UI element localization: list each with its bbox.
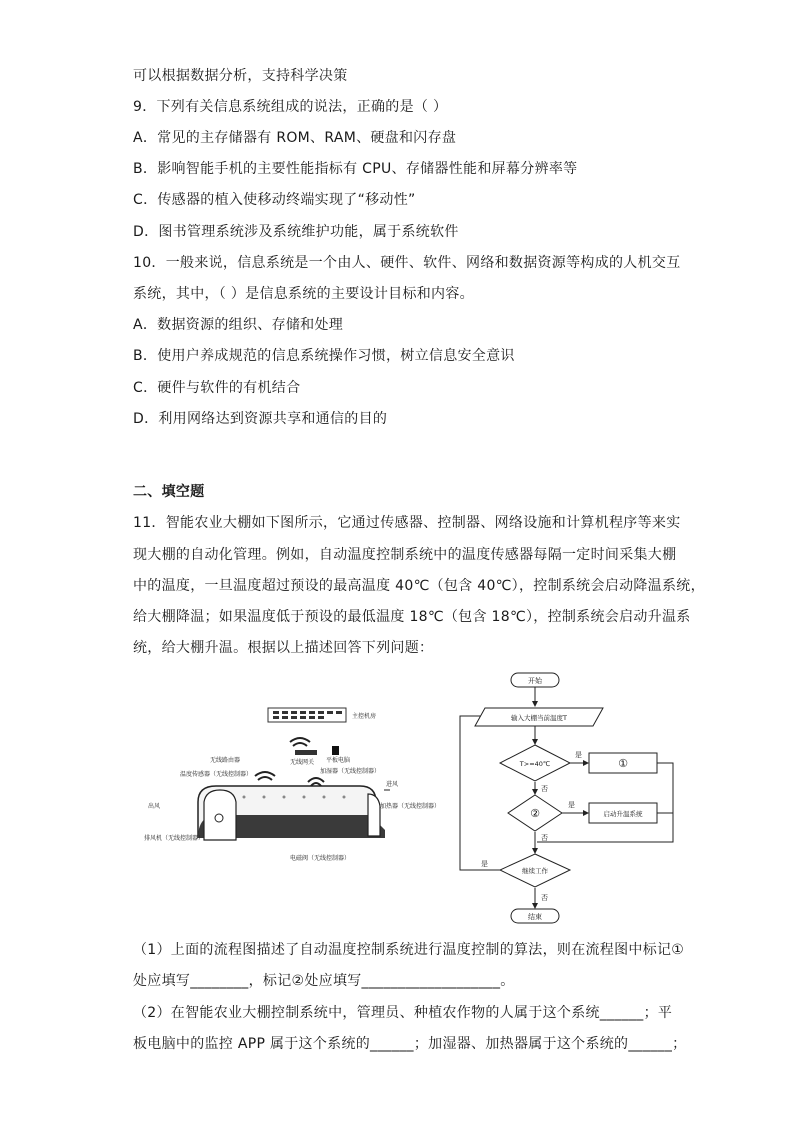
question-11-line: 现大棚的自动化管理。例如，自动温度控制系统中的温度传感器每隔一定时间采集大棚	[133, 547, 677, 563]
sub-question-2: （2）在智能农业大棚控制系统中，管理员、种植农作物的人属于这个系统______；平	[133, 1005, 673, 1021]
svg-text:无线网关: 无线网关	[290, 759, 315, 766]
question-10: 10．一般来说，信息系统是一个由人、硬件、软件、网络和数据资源等构成的人机交互	[133, 255, 681, 271]
text-line: 可以根据数据分析，支持科学决策	[133, 68, 348, 84]
svg-text:温度传感器（无线控制器）: 温度传感器（无线控制器）	[180, 771, 253, 778]
svg-text:②: ②	[530, 807, 540, 820]
svg-text:进风: 进风	[386, 781, 399, 788]
svg-text:继续工作: 继续工作	[522, 867, 548, 875]
question-11-line: 中的温度，一旦温度超过预设的最高温度 40℃（包含 40℃），控制系统会启动降温系统，	[133, 578, 705, 594]
question-11-line: 给大棚降温；如果温度低于预设的最低温度 18℃（包含 18℃），控制系统会启动升温系	[133, 609, 691, 625]
svg-text:①: ①	[618, 757, 628, 770]
option-a: A．数据资源的组织、存储和处理	[133, 317, 344, 333]
svg-text:否: 否	[541, 785, 548, 793]
flowchart	[455, 670, 680, 935]
svg-text:是: 是	[575, 751, 582, 759]
svg-text:无线路由器: 无线路由器	[210, 757, 241, 764]
svg-text:加热器（无线控制器）: 加热器（无线控制器）	[380, 803, 441, 810]
wifi-icon	[308, 778, 324, 786]
question-9: 9．下列有关信息系统组成的说法，正确的是（ ）	[133, 99, 448, 115]
option-d: D．利用网络达到资源共享和通信的目的	[133, 411, 388, 427]
question-11-line: 统，给大棚升温。根据以上描述回答下列问题：	[133, 640, 434, 656]
gateway-icon	[295, 750, 317, 755]
svg-text:否: 否	[541, 894, 548, 902]
option-c: C．硬件与软件的有机结合	[133, 380, 301, 396]
svg-text:电磁阀（无线控制器）: 电磁阀（无线控制器）	[290, 855, 351, 862]
greenhouse-illustration	[140, 690, 441, 870]
svg-text:是: 是	[481, 860, 488, 868]
sub-question-1: （1）上面的流程图描述了自动温度控制系统进行温度控制的算法，则在流程图中标记①	[133, 942, 685, 958]
wifi-icon	[255, 772, 275, 780]
section-heading: 二、填空题	[133, 484, 205, 500]
question-10-cont: 系统，其中，（ ）是信息系统的主要设计目标和内容。	[133, 286, 474, 302]
tablet-icon	[332, 746, 339, 755]
svg-text:平板电脑: 平板电脑	[326, 757, 351, 764]
svg-text:出风: 出风	[148, 803, 161, 810]
svg-text:否: 否	[541, 834, 548, 842]
option-b: B．使用户养成规范的信息系统操作习惯，树立信息安全意识	[133, 348, 515, 364]
svg-text:是: 是	[568, 801, 575, 809]
svg-text:T>=40℃: T>=40℃	[519, 760, 551, 768]
svg-text:排风机（无线控制器）: 排风机（无线控制器）	[144, 835, 205, 842]
question-11: 11．智能农业大棚如下图所示，它通过传感器、控制器、网络设施和计算机程序等来实	[133, 515, 681, 531]
option-c: C．传感器的植入使移动终端实现了“移动性”	[133, 192, 416, 208]
svg-text:输入大棚当前温度T: 输入大棚当前温度T	[511, 714, 567, 722]
sub-question-2-cont: 板电脑中的监控 APP 属于这个系统的______；加湿器、加热器属于这个系统的______；	[133, 1036, 687, 1052]
server-label: 主控机房	[352, 713, 377, 720]
svg-text:加湿器（无线控制器）: 加湿器（无线控制器）	[320, 768, 381, 775]
svg-text:结束: 结束	[528, 913, 542, 921]
sub-question-1-cont: 处应填写________，标记②处应填写___________________。	[133, 973, 515, 989]
server-rack-icon	[268, 708, 346, 722]
option-d: D．图书管理系统涉及系统维护功能，属于系统软件	[133, 224, 459, 240]
option-b: B．影响智能手机的主要性能指标有 CPU、存储器性能和屏幕分辨率等	[133, 161, 578, 177]
svg-text:启动升温系统: 启动升温系统	[603, 810, 643, 818]
svg-text:开始: 开始	[528, 677, 542, 685]
wifi-icon	[290, 738, 310, 746]
option-a: A．常见的主存储器有 ROM、RAM、硬盘和闪存盘	[133, 130, 457, 146]
